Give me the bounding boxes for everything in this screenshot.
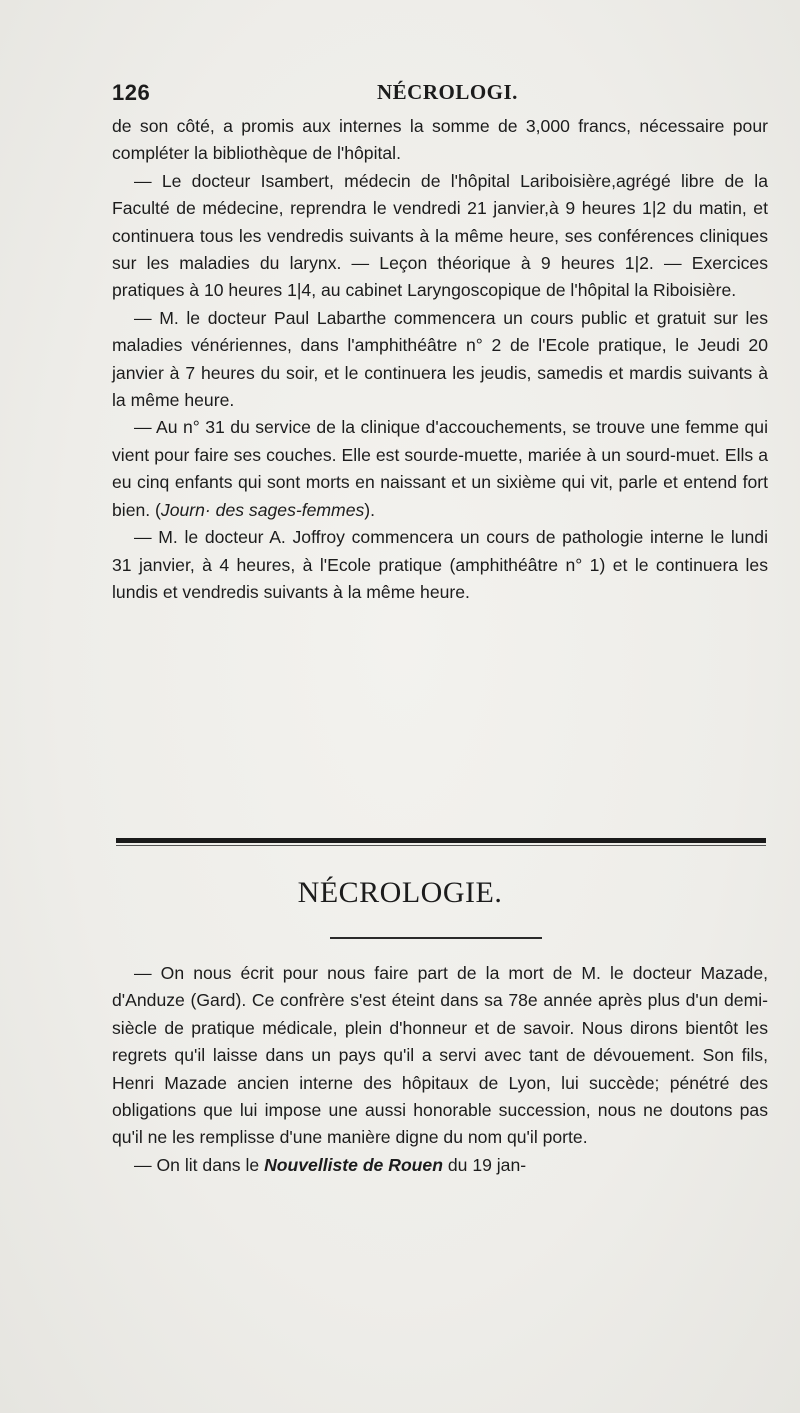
news-section xyxy=(112,113,768,606)
source-citation: Journ· des sages-femmes xyxy=(160,499,365,520)
paragraph-joffroy-course: — M. le docteur A. Joffroy commencera un cours de pathologie interne le lundi 31 janvier, à 4 heures, à l'Ecole pratique (amphithéâtre n° 1) et le continuera les lundis et vendredis suivants à la même heure. xyxy=(112,527,768,602)
section-divider-thin xyxy=(116,845,766,846)
paragraph-nouvelliste xyxy=(112,1152,768,1179)
page-number: 126 xyxy=(112,80,151,105)
paragraph-labarthe-course: — M. le docteur Paul Labarthe commencera un cours public et gratuit sur les maladies vénériennes, dans l'amphithéâtre n° 2 de l'Ecole pratique, le Jeudi 20 janvier à 7 heures du soir, et le continuera les jeudis, samedis et mardis suivants à la même heure. xyxy=(112,307,768,411)
paragraph-isambert-conferences: — Le docteur Isambert, médecin de l'hôpital Lariboisière,agrégé libre de la Faculté de médecine, reprendra le vendredi 21 janvier,à 9 heures 1|2 du matin, et continuera tous les vendredis suivants à la même heure, ses conférences cliniques sur les maladies du larynx. — Leçon théorique à 9 heures 1|2. — Exercices pratiques à 10 heures 1|4, au cabinet Laryngoscopique de l'hôpital la Riboisière. xyxy=(112,170,768,301)
paragraph-text-end: du 19 jan- xyxy=(442,1154,527,1175)
section-divider-thick xyxy=(116,838,766,843)
section-title: NÉCROLOGIE. xyxy=(297,876,503,909)
paragraph-mazade-obituary: — On nous écrit pour nous faire part de la mort de M. le docteur Mazade, d'Anduze (Gard). Ce confrère s'est éteint dans sa 78e année après plus d'un demi-siècle de pratique médicale, plein d'honneur et de savoir. Nous dirons bientôt les regrets qu'il laisse dans un pays qu'il a servi avec tant de dévouement. Son fils, Henri Mazade ancien interne des hôpitaux de Lyon, lui succède; pénétré des obligations que lui impose une aussi honorable succession, nous ne doutons pas qu'il ne les remplisse d'une manière digne du nom qu'il porte. xyxy=(112,963,768,1148)
source-citation: Nouvelliste de Rouen xyxy=(264,1154,443,1175)
running-title: NÉCROLOGI. xyxy=(377,80,518,104)
necrology-section xyxy=(112,960,768,1179)
paragraph-hospital-library: de son côté, a promis aux internes la somme de 3,000 francs, nécessaire pour compléter la bibliothèque de l'hôpital. xyxy=(112,116,768,164)
paragraph-text: — On lit dans le xyxy=(134,1154,265,1175)
paragraph-deaf-mute-mother xyxy=(112,414,768,524)
paragraph-text: — Au n° 31 du service de la clinique d'accouchements, se trouve une femme qui vient pour faire ses couches. Elle est sourde-muette, mariée à un sourd-muet. Ells a eu cinq enfants qui sont morts en naissant et un sixième qui vit, parle et entend fort bien. ( xyxy=(112,417,768,520)
page-header xyxy=(112,80,766,108)
title-underline xyxy=(330,937,542,939)
paragraph-text-end: ). xyxy=(364,499,376,520)
